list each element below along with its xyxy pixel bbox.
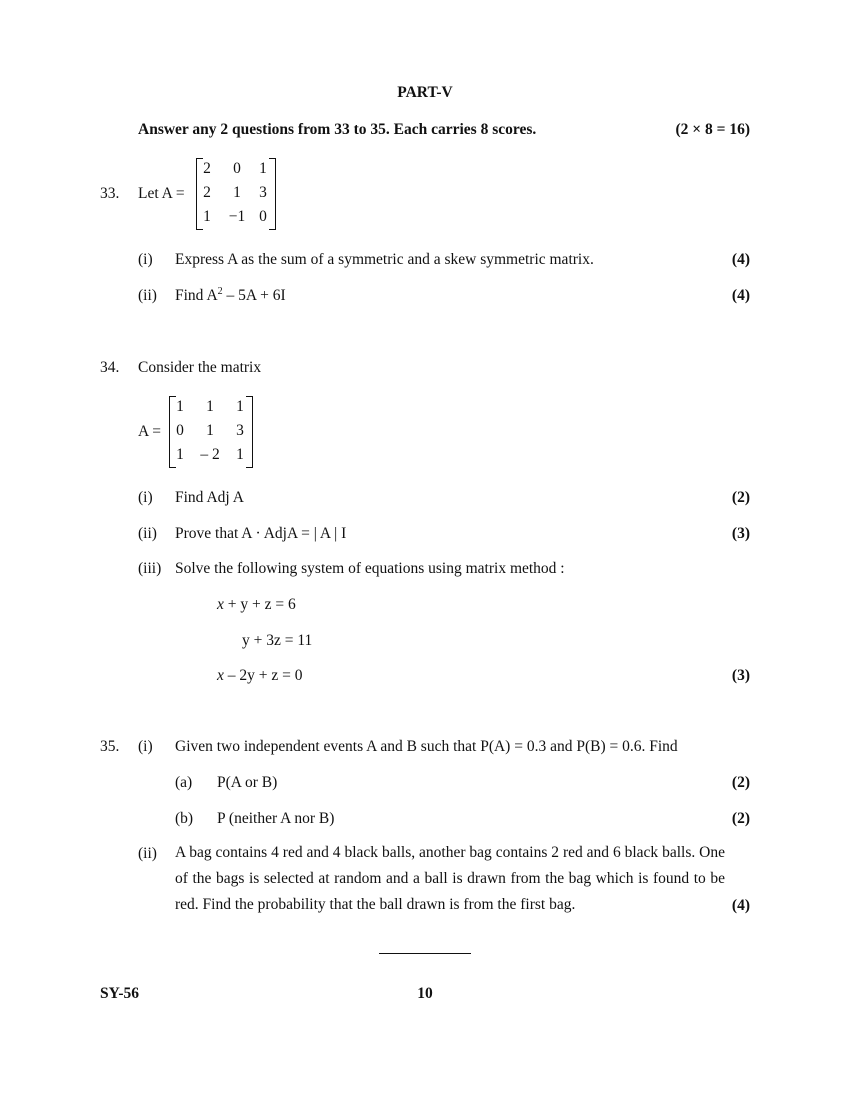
equation xyxy=(242,632,312,650)
question-number-35: 35. xyxy=(100,738,120,755)
q34-matrix xyxy=(169,396,253,468)
q35-part-ii-text: A bag contains 4 red and 4 black balls, another bag contains 2 red and 6 black balls. One of the bags is selected at random and a ball is drawn from the bag which is found to be red. Find the probability that the ball drawn is from the first bag. xyxy=(175,844,725,913)
q34-part-label: (iii) xyxy=(138,560,162,577)
matrix-cell: 1 xyxy=(206,398,214,415)
question-number-34: 34. xyxy=(100,359,120,376)
q34-part-score: (3) xyxy=(731,525,750,542)
matrix-cell: 1 xyxy=(206,422,214,439)
q33-part-score: (4) xyxy=(731,287,750,304)
matrix-cell: −1 xyxy=(228,208,246,225)
q35-subpart-score: (2) xyxy=(731,774,750,791)
matrix-cell: 1 xyxy=(259,160,267,177)
matrix-cell: 0 xyxy=(233,160,241,177)
q34-part-label: (i) xyxy=(138,489,153,506)
paper-code: SY-56 xyxy=(100,985,140,1002)
q33-part-text xyxy=(175,287,286,305)
equation-var: x xyxy=(217,667,224,684)
q35-subpart-label: (b) xyxy=(175,810,194,827)
text-post: – 5A + 6I xyxy=(222,287,286,304)
q34-part-label: (ii) xyxy=(138,525,157,542)
instruction-marks: (2 × 8 = 16) xyxy=(675,121,750,138)
matrix-cell: 1 xyxy=(176,398,184,415)
q33-part-label: (ii) xyxy=(138,287,157,304)
instruction-text: Answer any 2 questions from 33 to 35. Each carries 8 scores. xyxy=(138,121,537,138)
q34-part-text: Find Adj A xyxy=(175,489,244,506)
q34-part-text: Solve the following system of equations using matrix method : xyxy=(175,560,565,577)
text-pre: Find A xyxy=(175,287,218,304)
question-number-33: 33. xyxy=(100,185,120,202)
q35-part-text: Given two independent events A and B such that P(A) = 0.3 and P(B) = 0.6. Find xyxy=(175,738,678,755)
q35-part-label: (ii) xyxy=(138,845,157,862)
q34-part-score: (2) xyxy=(731,489,750,506)
matrix-cell: 2 xyxy=(203,184,211,201)
q33-part-score: (4) xyxy=(731,251,750,268)
matrix-cell: 3 xyxy=(259,184,267,201)
q35-subpart-label: (a) xyxy=(175,774,193,791)
matrix-cell: 0 xyxy=(176,422,184,439)
q34-matrix-label: A = xyxy=(138,423,161,440)
matrix-cell: – 2 xyxy=(200,446,220,463)
matrix-cell: 1 xyxy=(176,446,184,463)
matrix-cell: 1 xyxy=(233,184,241,201)
matrix-cell: 2 xyxy=(203,160,211,177)
matrix-cell: 1 xyxy=(236,398,244,415)
q34-part-text: Prove that A · AdjA = | A | I xyxy=(175,525,347,542)
superscript: 2 xyxy=(217,286,223,297)
q33-intro: Let A = xyxy=(138,185,185,202)
equation-var: x xyxy=(217,596,224,613)
matrix-cell: 0 xyxy=(259,208,267,225)
matrix-cell: 3 xyxy=(236,422,244,439)
q33-part-text: Express A as the sum of a symmetric and a skew symmetric matrix. xyxy=(175,251,594,268)
q35-subpart-text: P(A or B) xyxy=(217,774,278,791)
equation-rest: + y + z = 6 xyxy=(223,596,296,613)
q35-part-label: (i) xyxy=(138,738,153,755)
page-number: 10 xyxy=(417,985,433,1002)
q34-intro: Consider the matrix xyxy=(138,359,262,376)
equation-rest: – 2y + z = 0 xyxy=(223,667,303,684)
end-rule xyxy=(379,953,471,954)
q33-matrix xyxy=(196,158,276,230)
q35-part-ii-score: (4) xyxy=(731,897,750,914)
q33-part-label: (i) xyxy=(138,251,153,268)
equation xyxy=(217,667,303,685)
q35-subpart-score: (2) xyxy=(731,810,750,827)
q34-part-score: (3) xyxy=(731,667,750,684)
matrix-cell: 1 xyxy=(203,208,211,225)
matrix-cell: 1 xyxy=(236,446,244,463)
equation xyxy=(217,596,296,614)
q35-subpart-text: P (neither A nor B) xyxy=(217,810,335,827)
part-title: PART-V xyxy=(397,84,453,101)
equation-rest: y + 3z = 11 xyxy=(242,632,313,649)
